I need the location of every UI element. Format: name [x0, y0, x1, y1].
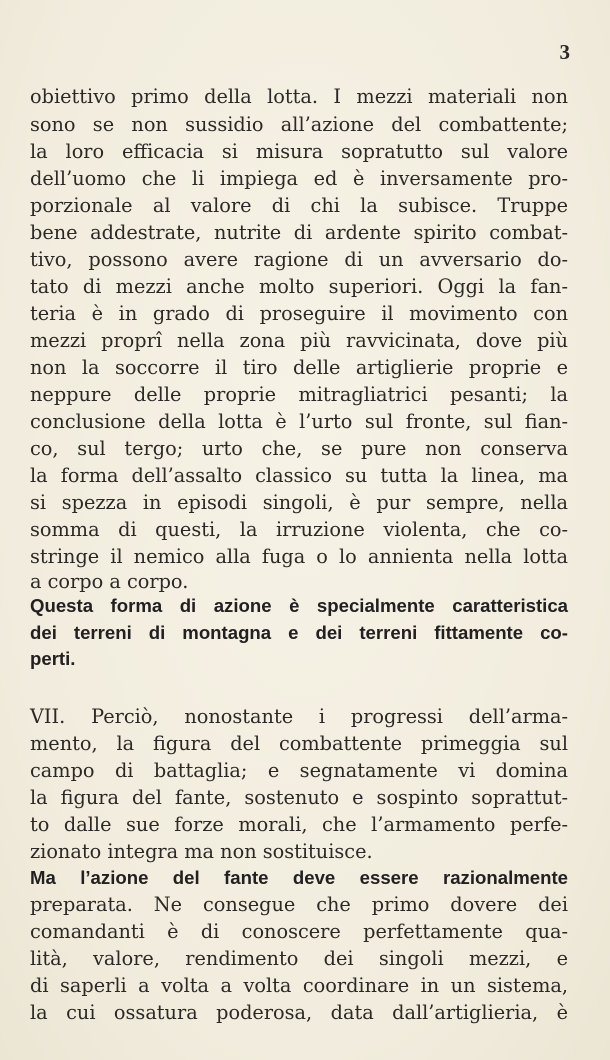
text-line: obiettivo primo della lotta. I mezzi materiali non [30, 85, 568, 108]
text-line: Ma l’azione del fante deve essere razionalmente [30, 867, 568, 888]
text-line: zionato integra ma non sostituisce. [30, 840, 373, 863]
text-line: campo di battaglia; e segnatamente vi domina [30, 759, 568, 782]
text-line: la figura del fante, sostenuto e sospinto soprattut- [30, 786, 568, 809]
text-line: si spezza in episodi singoli, è pur sempre, nella [30, 491, 568, 514]
text-line: bene addestrate, nutrite di ardente spirito combat- [30, 221, 568, 244]
text-line: dell’uomo che li impiega ed è inversamente pro- [30, 167, 568, 190]
text-line: co, sul tergo; urto che, se pure non conserva [30, 437, 568, 460]
text-line: VII. Perciò, nonostante i progressi dell’arma- [30, 705, 568, 728]
text-line: perti. [30, 648, 76, 669]
text-line: sono se non sussidio all’azione del combattente; [30, 113, 568, 136]
text-line: mento, la figura del combattente primeggia sul [30, 732, 568, 755]
text-line: mezzi proprî nella zona più ravvicinata, dove più [30, 329, 568, 352]
text-line: porzionale al valore di chi la subisce. Truppe [30, 194, 568, 217]
text-line: la cui ossatura poderosa, data dall’artiglieria, è [30, 1001, 568, 1024]
text-line: non la soccorre il tiro delle artiglierie proprie e [30, 356, 568, 379]
text-line: la forma dell’assalto classico su tutta la linea, ma [30, 464, 568, 487]
text-line: tivo, possono avere ragione di un avversario do- [30, 248, 568, 271]
page-number: 3 [559, 40, 570, 64]
text-line: dei terreni di montagna e dei terreni fittamente co- [30, 622, 568, 643]
text-line: di saperli a volta a volta coordinare in un sistema, [30, 974, 568, 997]
text-line: comandanti è di conoscere perfettamente qua- [30, 920, 568, 943]
text-line: Questa forma di azione è specialmente caratteristica [30, 595, 568, 616]
text-line: lità, valore, rendimento dei singoli mezzi, e [30, 947, 568, 970]
text-line: stringe il nemico alla fuga o lo annienta nella lotta [30, 545, 568, 568]
text-line: to dalle sue forze morali, che l’armamento perfe- [30, 813, 568, 836]
text-line: tato di mezzi anche molto superiori. Oggi la fan- [30, 275, 568, 298]
text-line: neppure delle proprie mitragliatrici pesanti; la [30, 383, 568, 406]
text-line: a corpo a corpo. [30, 570, 189, 593]
text-line: preparata. Ne consegue che primo dovere dei [30, 893, 568, 916]
text-line: teria è in grado di proseguire il movimento con [30, 302, 568, 325]
text-line: la loro efficacia si misura sopratutto sul valore [30, 140, 568, 163]
text-line: somma di questi, la irruzione violenta, che co- [30, 518, 568, 541]
text-line: conclusione della lotta è l’urto sul fronte, sul fian- [30, 410, 568, 433]
